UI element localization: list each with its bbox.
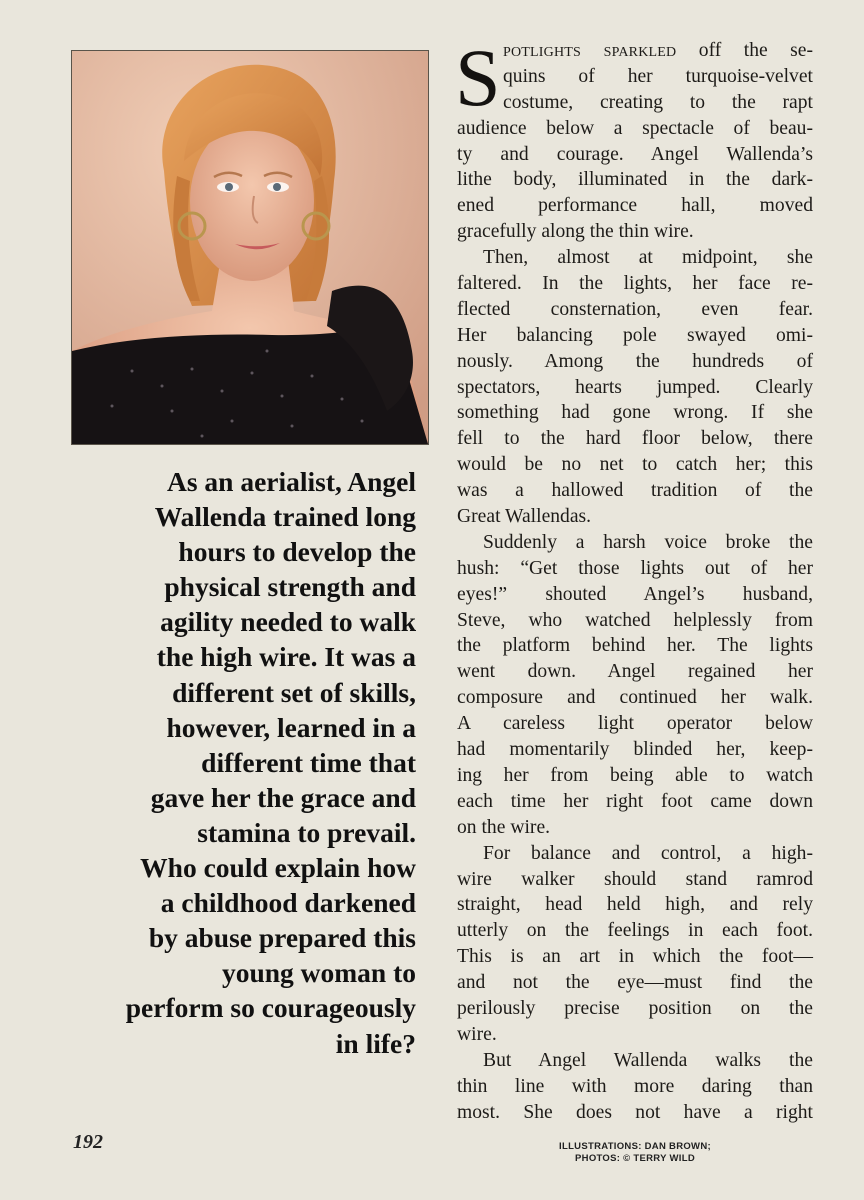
lead-in-smallcaps: potlights sparkled	[503, 40, 677, 61]
text-line: This is an art in which the foot—	[457, 946, 813, 968]
page-number: 192	[73, 1131, 103, 1153]
portrait-illustration	[72, 51, 428, 444]
text-line: on the wire.	[457, 816, 551, 838]
paragraph-3	[457, 530, 813, 841]
paragraph-4	[457, 841, 813, 1048]
text-line: Steve, who watched helplessly from	[457, 609, 813, 631]
text-line: was a hallowed tradition of the	[457, 480, 813, 502]
text-line: For balance and control, a high-	[483, 842, 813, 864]
pull-quote-line: by abuse prepared this	[148, 922, 416, 954]
text-line: fell to the hard floor below, there	[457, 428, 813, 450]
text-line: thin line with more daring than	[457, 1075, 813, 1097]
text-line: gracefully along the thin wire.	[457, 221, 694, 243]
text-line: Great Wallendas.	[457, 506, 592, 528]
pull-quote-line: a childhood darkened	[160, 887, 416, 919]
text-line: ened performance hall, moved	[457, 195, 813, 217]
text-line: ty and courage. Angel Wallenda’s	[457, 143, 813, 165]
text-line: each time her right foot came down	[457, 790, 813, 812]
pull-quote-line: different time that	[201, 746, 416, 778]
text-line: faltered. In the lights, her face re-	[457, 273, 813, 295]
text-line: Her balancing pole swayed omi-	[457, 324, 813, 346]
text-line: straight, head held high, and rely	[457, 894, 813, 916]
pull-quote-line: however, learned in a	[166, 711, 416, 743]
pull-quote-line: hours to develop the	[178, 536, 416, 568]
text-line: But Angel Wallenda walks the	[483, 1049, 813, 1071]
pull-quote-line: stamina to prevail.	[197, 816, 416, 848]
pull-quote-line: the high wire. It was a	[156, 641, 416, 673]
photo-credits	[540, 1141, 730, 1165]
text-line: composure and continued her walk.	[457, 687, 813, 709]
pull-quote-line: Wallenda trained long	[154, 501, 416, 533]
text-line: wire walker should stand ramrod	[457, 868, 813, 890]
text-line: Suddenly a harsh voice broke the	[483, 531, 813, 553]
text-line: spectators, hearts jumped. Clearly	[457, 376, 813, 398]
text-line: nously. Among the hundreds of	[457, 350, 813, 372]
text-line: costume, creating to the rapt	[503, 91, 813, 113]
article-body	[455, 32, 813, 1125]
pull-quote-line: As an aerialist, Angel	[166, 466, 416, 497]
text-line: perilously precise position on the	[457, 997, 813, 1019]
text-line	[457, 38, 813, 64]
pull-quote-line: different set of skills,	[172, 676, 416, 708]
pull-quote-line: in life?	[335, 1027, 416, 1059]
pull-quote	[60, 464, 416, 1061]
portrait-photo	[71, 50, 429, 445]
text-line: A careless light operator below	[457, 713, 813, 735]
pull-quote-line: young woman to	[221, 957, 416, 989]
pull-quote-line: Who could explain how	[140, 852, 416, 884]
pull-quote-line: physical strength and	[164, 571, 416, 603]
text-line: would be no net to catch her; this	[457, 454, 813, 476]
text-line: something had gone wrong. If she	[457, 402, 813, 424]
pull-quote-line: gave her the grace and	[150, 781, 416, 813]
paragraph-2	[457, 245, 813, 530]
paragraph-1	[455, 32, 813, 245]
pull-quote-line: perform so courageously	[125, 992, 416, 1024]
drop-cap: S	[455, 32, 501, 123]
lead-in-rest: off the se-	[676, 40, 813, 61]
text-line: ing her from being able to watch	[457, 764, 813, 786]
text-line: the platform behind her. The lights	[457, 635, 813, 657]
text-line: wire.	[457, 1023, 497, 1045]
text-line: and not the eye—must find the	[457, 972, 813, 994]
text-line: most. She does not have a right	[457, 1101, 813, 1123]
text-line: flected consternation, even fear.	[457, 298, 813, 320]
text-line: quins of her turquoise-velvet	[503, 65, 813, 87]
text-line: Then, almost at midpoint, she	[483, 247, 813, 269]
text-line: eyes!” shouted Angel’s husband,	[457, 583, 813, 605]
credits-photos: PHOTOS: © TERRY WILD	[575, 1153, 695, 1164]
pull-quote-line: agility needed to walk	[160, 606, 416, 638]
paragraph-5	[457, 1048, 813, 1126]
text-line: hush: “Get those lights out of her	[457, 557, 813, 579]
text-line: lithe body, illuminated in the dark-	[457, 169, 813, 191]
text-line: utterly on the feelings in each foot.	[457, 920, 813, 942]
text-line: had momentarily blinded her, keep-	[457, 739, 813, 761]
text-line: audience below a spectacle of beau-	[457, 117, 813, 139]
text-line: went down. Angel regained her	[457, 661, 813, 683]
credits-illustrations: ILLUSTRATIONS: DAN BROWN;	[559, 1141, 711, 1152]
